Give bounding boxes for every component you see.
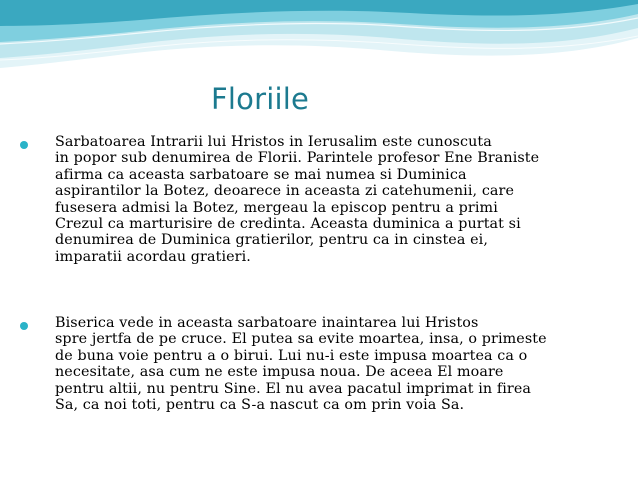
bullet-dot-icon [20, 322, 28, 330]
bullet-dot-icon [20, 141, 28, 149]
bullet-text-2: Biserica vede in aceasta sarbatoare inaintarea lui Hristos spre jertfa de pe cruce. El putea sa evite moartea, insa, o primeste de buna voie pentru a o birui. Lui nu-i este impusa moartea ca o necesitate, asa cum ne este impusa noua. De aceea El moare pentru altii, nu pentru Sine. El nu avea pacatul imprimat in firea Sa, ca noi toti, pentru ca S-a nascut ca om prin voia Sa. [55, 315, 547, 414]
bullet-text-1: Sarbatoarea Intrarii lui Hristos in Ierusalim este cunoscuta in popor sub denumirea de Florii. Parintele profesor Ene Braniste afirma ca aceasta sarbatoare se mai numea si Duminica aspirantilor la Botez, deoarece in aceasta zi catehumenii, care fusesera admisi la Botez, mergeau la episcop pentru a primi Crezul ca marturisire de credinta. Aceasta duminica a purtat si denumirea de Duminica gratierilor, pentru ca in cinstea ei, imparatii acordau gratieri. [55, 134, 540, 265]
decorative-wave-header [0, 0, 638, 80]
slide-title: Floriile [211, 82, 310, 116]
